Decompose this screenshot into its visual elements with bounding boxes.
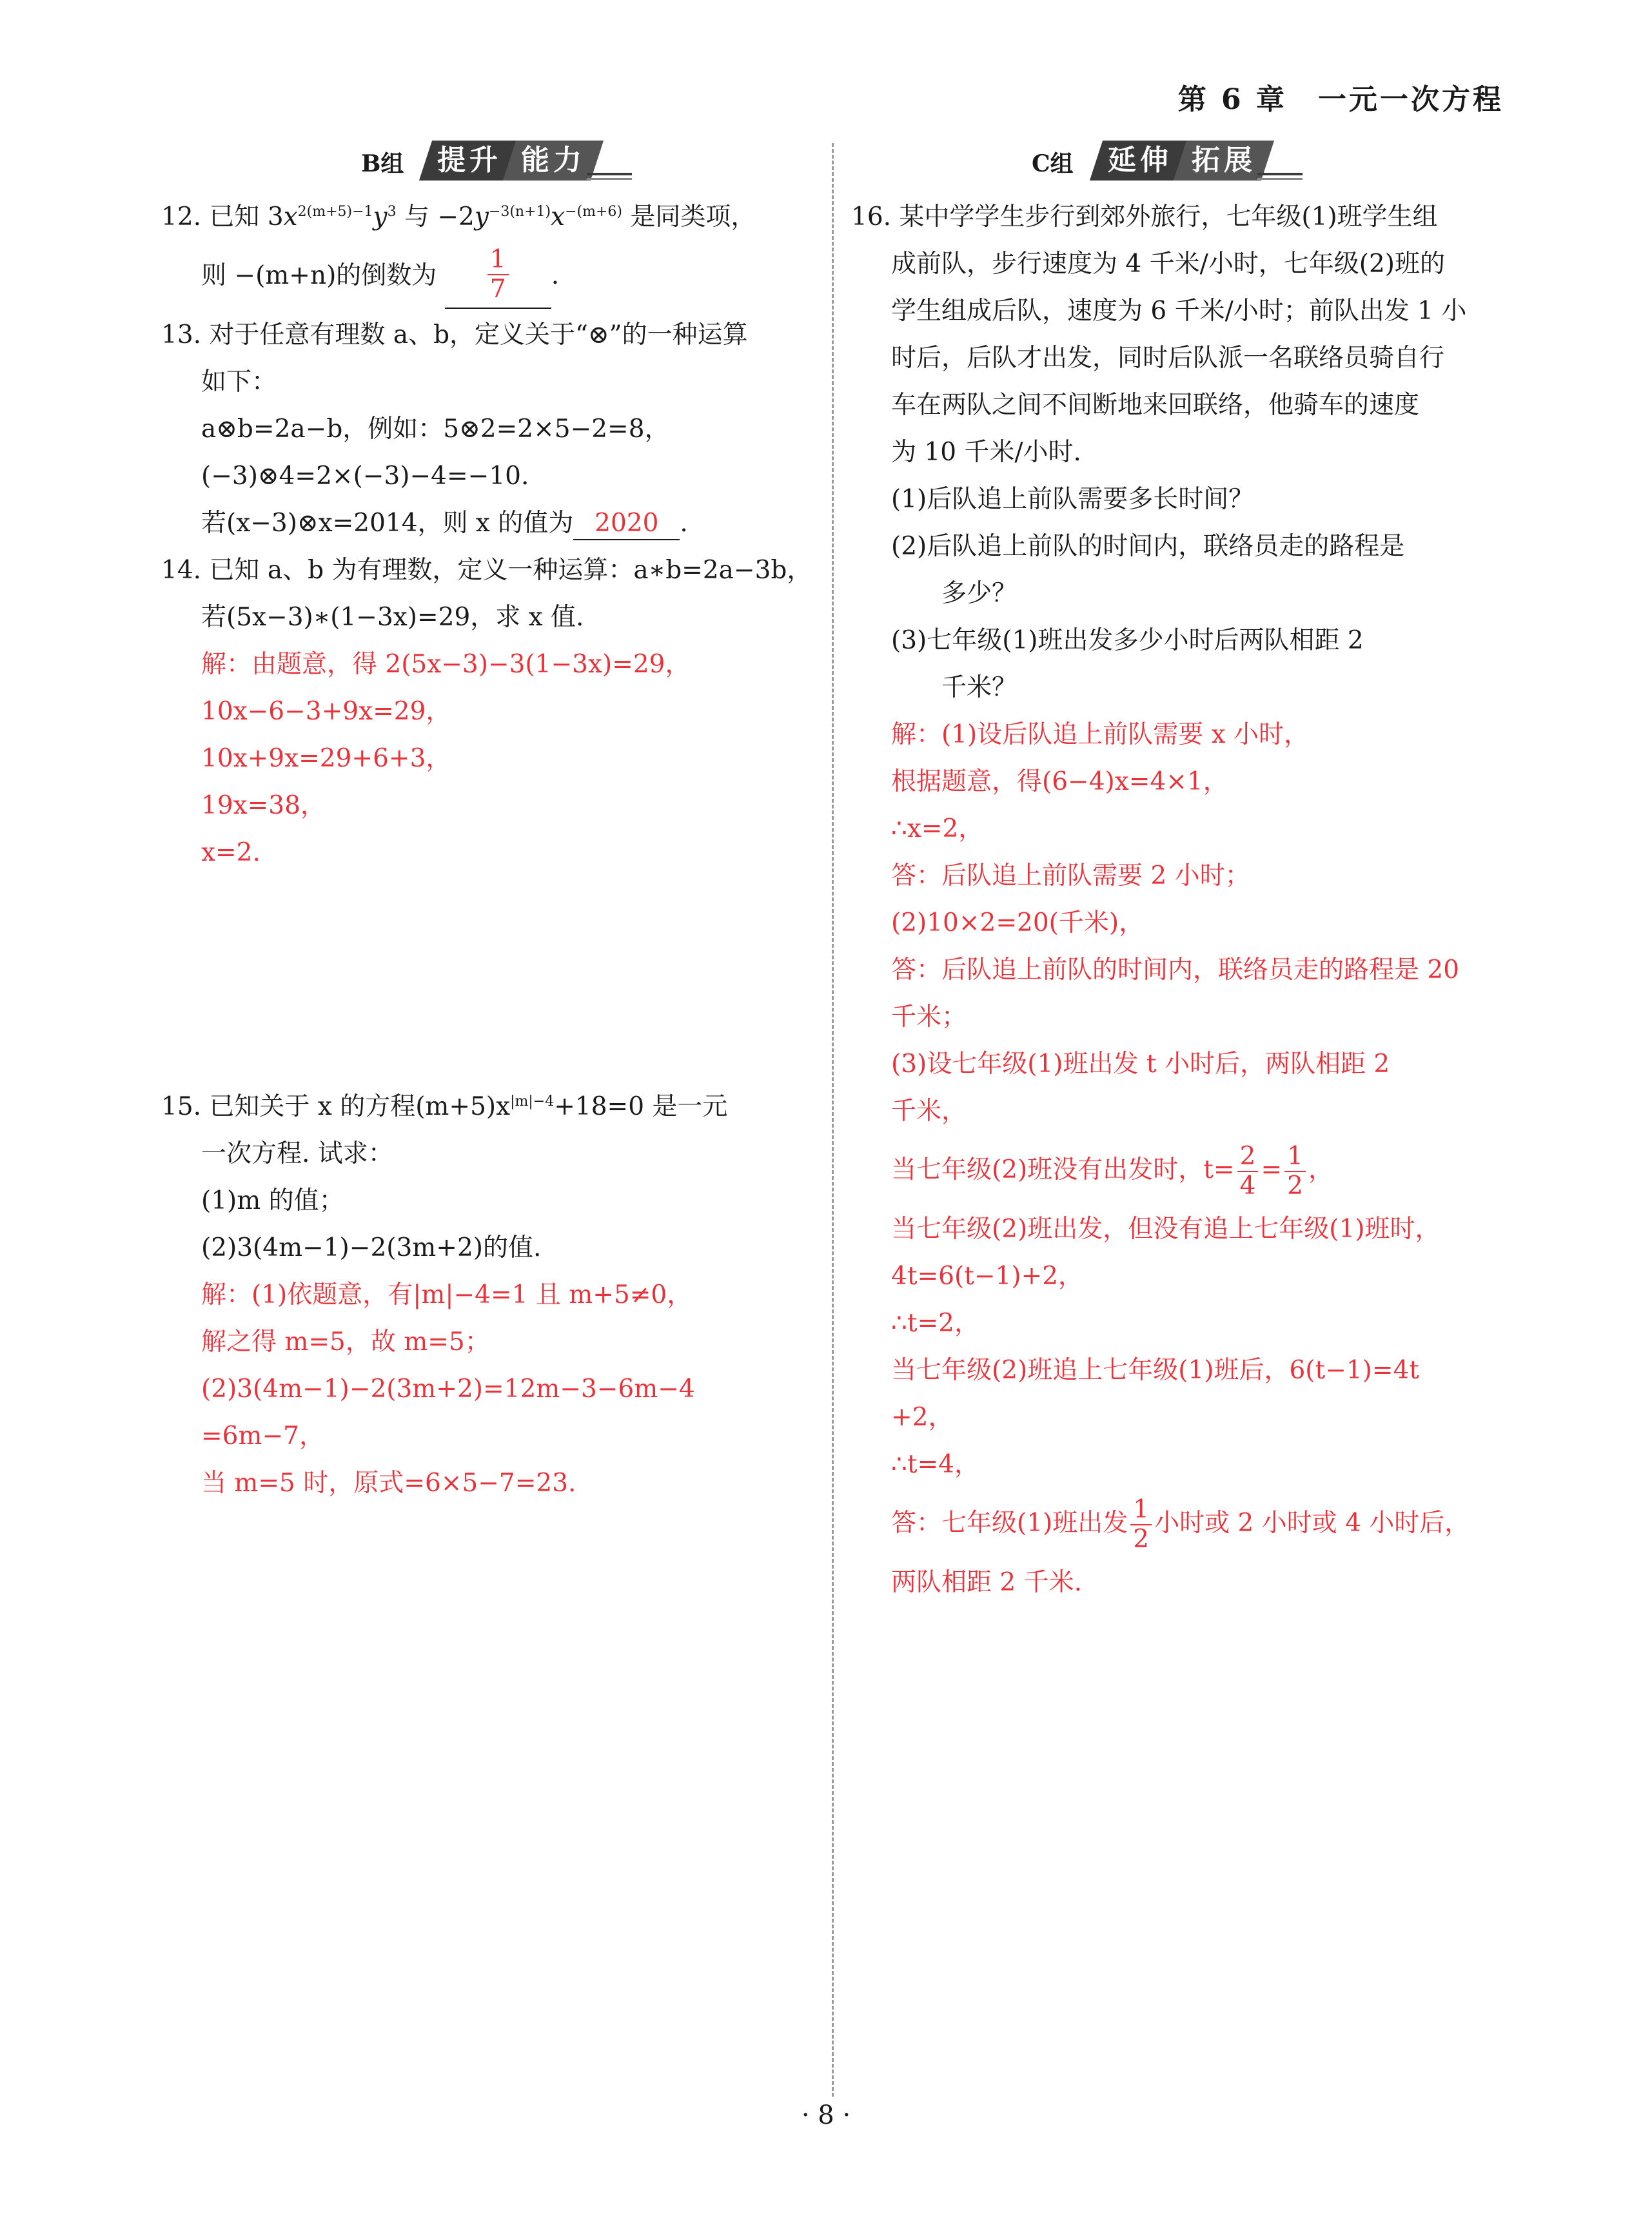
q15-solution-line: 解之得 m=5，故 m=5； [201,1327,490,1356]
q15-solution-line: =6m−7， [201,1422,324,1451]
q16-solution-line: ∴x=2， [891,814,984,843]
q12-answer: $\frac{1}{7}$ [445,246,551,309]
q16-part3: (3)七年级(1)班出发多少小时后两队相距 2 [891,626,1364,655]
q16-solution-line: 答：后队追上前队需要 2 小时； [891,861,1250,890]
banner-tag-1: 延伸 [1090,141,1190,181]
left-column-q15 [161,1083,819,1507]
banner-group-label: C组 [1032,150,1074,177]
q14-solution-line: 10x−6−3+9x=29， [201,697,451,726]
q16-stem-line: 16. 某中学学生步行到郊外旅行，七年级(1)班学生组 [851,202,1438,231]
q12-line2: 则 −(m+n)的倒数为 $\frac{1}{7}$ . [161,240,819,311]
q16-final-answer: 答：七年级(1)班出发 $\frac{1}{2}$ 小时或 2 小时或 4 小时后， [891,1495,1470,1554]
right-column [851,193,1509,1606]
banner-tag-2: 拓展 [1174,141,1274,181]
q14-solution-line: x=2. [201,838,261,867]
q16-stem-line: 车在两队之间不间断地来回联络，他骑车的速度 [891,391,1420,420]
left-column [161,193,819,876]
q16-solution-line: 千米； [891,1003,967,1032]
q15-solution-line: 当 m=5 时，原式=6×5−7=23. [201,1469,576,1498]
q16-case1: 当七年级(2)班没有出发时，t= $\frac{2}{4}$ = $\frac{1}{2}$ ， [891,1142,1333,1200]
q14-solution-line: 19x=38， [201,791,326,820]
q16-solution-line: +2， [891,1403,954,1432]
q16-part2-cont: 多少？ [941,579,1018,608]
q16-part1: (1)后队追上前队需要多长时间？ [891,485,1254,514]
q16-solution-line: 千米， [891,1097,967,1126]
q16-solution-line: 当七年级(2)班出发，但没有追上七年级(1)班时， [891,1215,1441,1244]
q15-line4: (2)3(4m−1)−2(3m+2)的值. [201,1233,542,1262]
banner-c-group [1019,137,1303,188]
q12-line1: 12. 已知 $3x^{2(m+5)-1}y^3$ 与 $-2y^{-3(n+1)}x^{-(m+6)}$ 是同类项， [161,202,756,231]
banner-tag-1: 提升 [419,141,520,181]
q16-part3-cont: 千米？ [941,673,1018,702]
q16-solution-line: 根据题意，得(6−4)x=4×1， [891,767,1228,796]
q14-solution-line: 解：由题意，得 2(5x−3)−3(1−3x)=29， [201,650,691,679]
q13-answer: 2020 [573,508,680,540]
q16-stem-line: 时后，后队才出发，同时后队派一名联络员骑自行 [891,344,1445,373]
q16-final-answer-cont: 两队相距 2 千米. [891,1568,1083,1597]
banner-stripe [587,173,632,175]
q16-stem-line: 成前队，步行速度为 4 千米/小时，七年级(2)班的 [891,250,1445,279]
banner-group-label: B组 [361,150,404,177]
q13-line4: (−3)⊗4=2×(−3)−4=−10. [201,462,529,491]
q13-line3: a⊗b=2a−b，例如：5⊗2=2×5−2=8， [201,415,670,444]
chapter-header: 第 6 章 一元一次方程 [1177,83,1504,116]
column-divider [832,143,834,2097]
q16-solution-line: 解：(1)设后队追上前队需要 x 小时， [891,720,1310,749]
q16-solution-line: ∴t=2， [891,1309,979,1338]
q16-solution-line: 4t=6(t−1)+2， [891,1262,1084,1291]
q15-solution-line: (2)3(4m−1)−2(3m+2)=12m−3−6m−4 [201,1375,695,1404]
q14-line2: 若(5x−3)∗(1−3x)=29，求 x 值. [201,603,584,632]
q16-stem-line: 为 10 千米/小时. [891,438,1081,467]
q13-line1: 13. 对于任意有理数 a、b，定义关于“⊗”的一种运算 [161,320,748,349]
q14-solution-line: 10x+9x=29+6+3， [201,744,451,773]
banner-stripe [1257,173,1303,175]
banner-tag-2: 能力 [503,141,604,181]
banner-stripe [587,178,632,180]
q15-line1: 15. 已知关于 x 的方程$(m+5)x^{|m|-4}+18=0$ 是一元 [161,1092,728,1121]
q15-line3: (1)m 的值； [201,1186,344,1215]
q13-line5: 若(x−3)⊗x=2014，则 x 的值为 2020 . [161,500,819,547]
q16-solution-line: 答：后队追上前队的时间内，联络员走的路程是 20 [891,955,1460,984]
page-number: · 8 · [801,2101,851,2130]
q14-line1: 14. 已知 a、b 为有理数，定义一种运算：a∗b=2a−3b， [161,556,812,585]
q16-stem-line: 学生组成后队，速度为 6 千米/小时；前队出发 1 小 [891,297,1467,326]
q13-line2: 如下： [201,367,277,397]
q16-solution-line: (3)设七年级(1)班出发 t 小时后，两队相距 2 [891,1050,1390,1079]
q16-solution-line: (2)10×2=20(千米)， [891,908,1145,937]
banner-stripe [1257,178,1303,180]
q16-solution-line: 当七年级(2)班追上七年级(1)班后，6(t−1)=4t [891,1356,1420,1385]
q15-solution-line: 解：(1)依题意，有|m|−4=1 且 m+5≠0， [201,1280,693,1309]
banner-b-group [348,137,632,188]
q15-line2: 一次方程. 试求： [201,1139,393,1168]
q16-part2: (2)后队追上前队的时间内，联络员走的路程是 [891,532,1405,561]
q16-solution-line: ∴t=4， [891,1450,979,1479]
